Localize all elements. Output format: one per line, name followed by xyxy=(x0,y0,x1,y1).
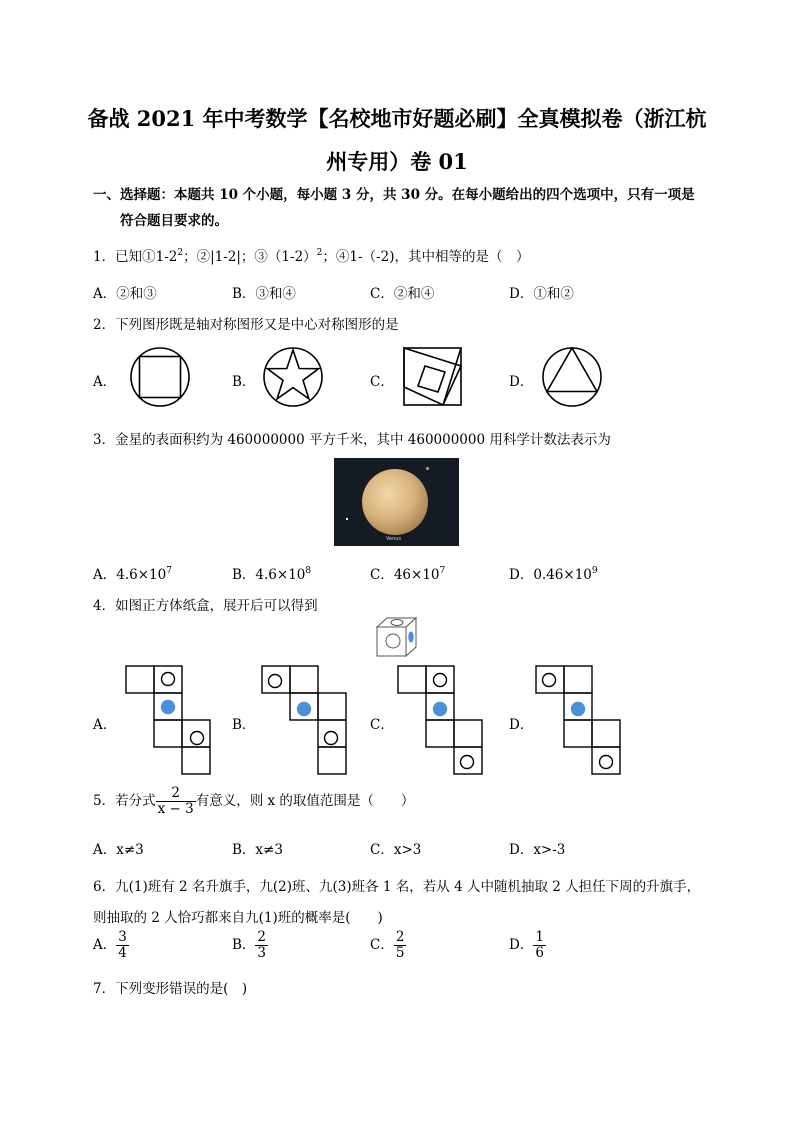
q1-option-b[interactable]: B．③和④ xyxy=(232,286,296,302)
star-dot xyxy=(346,518,348,520)
q5-post: 有意义，则 x 的取值范围是（ ） xyxy=(195,793,415,809)
q3-b-exp: 8 xyxy=(305,566,312,576)
question-4-text: 4．如图正方体纸盒，展开后可以得到 xyxy=(93,598,318,614)
q2-option-b[interactable]: B． xyxy=(232,374,256,390)
q5-option-c[interactable]: C．x>3 xyxy=(370,842,422,858)
q6-option-c[interactable] xyxy=(370,930,406,961)
q5-fraction xyxy=(156,786,196,817)
q6-option-b[interactable] xyxy=(232,930,268,961)
q5-denominator: x − 3 xyxy=(157,801,194,817)
q1-mid: ；②|1-2|；③（1-2） xyxy=(183,249,317,265)
page-title-line1: 备战 2021 年中考数学【名校地市好题必刷】全真模拟卷（浙江杭 xyxy=(87,106,707,131)
question-2-text: 2．下列图形既是轴对称图形又是中心对称图形的是 xyxy=(93,317,399,333)
q6-option-d[interactable] xyxy=(509,930,546,961)
question-5-text xyxy=(93,786,414,817)
q3-option-b[interactable] xyxy=(232,563,311,583)
question-6-line1: 6．九(1)班有 2 名升旗手，九(2)班、九(3)班各 1 名，若从 4 人中随机抽取 2 人担任下周的升旗手， xyxy=(93,879,701,895)
q4-net-c xyxy=(398,666,482,774)
q6-b-fraction xyxy=(255,930,268,961)
q3-b-base: B．4.6×10 xyxy=(232,567,306,583)
star-dot xyxy=(426,467,429,470)
q2-figure-a-circle-square xyxy=(131,348,189,406)
q4-option-c[interactable]: C． xyxy=(370,717,394,733)
q6-c-num: 2 xyxy=(395,929,405,945)
q1-exp1: 2 xyxy=(177,248,184,258)
q6-d-fraction xyxy=(533,930,546,961)
q6-b-den: 3 xyxy=(257,945,267,961)
q6-b-num: 2 xyxy=(257,929,267,945)
q3-c-base: C．46×10 xyxy=(370,567,440,583)
q6-d-num: 1 xyxy=(535,929,544,945)
q6-c-fraction xyxy=(394,930,407,961)
q2-figure-b-circle-star xyxy=(264,348,322,406)
q1-pre: 1．已知①1-2 xyxy=(93,249,178,265)
q2-figure-c-square-pinwheel xyxy=(404,348,461,405)
q4-cube-figure xyxy=(377,618,416,656)
q3-d-base: D．0.46×10 xyxy=(509,567,592,583)
q4-option-a[interactable]: A． xyxy=(93,717,117,733)
q6-option-a[interactable] xyxy=(93,930,129,961)
q3-option-c[interactable] xyxy=(370,563,445,583)
q4-net-a xyxy=(126,666,210,774)
q2-option-c[interactable]: C． xyxy=(370,374,394,390)
question-6-line2: 则抽取的 2 人恰巧都来自九(1)班的概率是( ) xyxy=(93,910,383,926)
venus-image xyxy=(334,458,459,546)
q6-d-label: D． xyxy=(509,937,534,953)
q3-c-exp: 7 xyxy=(439,566,446,576)
q5-option-a[interactable]: A．x≠3 xyxy=(93,842,144,858)
q1-option-c[interactable]: C．②和④ xyxy=(370,286,435,302)
q3-option-a[interactable] xyxy=(93,563,172,583)
q6-c-den: 5 xyxy=(395,945,405,961)
q2-option-d[interactable]: D． xyxy=(509,374,534,390)
q1-option-d[interactable]: D．①和② xyxy=(509,286,574,302)
q6-a-num: 3 xyxy=(118,929,127,945)
q3-a-base: A．4.6×10 xyxy=(93,567,167,583)
q1-post: ；④1-（-2)，其中相等的是（ ） xyxy=(322,249,530,265)
q1-option-a[interactable]: A．②和③ xyxy=(93,286,157,302)
question-7-text: 7．下列变形错误的是( ) xyxy=(93,981,248,997)
q2-option-a[interactable]: A． xyxy=(93,374,117,390)
q4-net-b xyxy=(262,666,346,774)
q5-pre: 5．若分式 xyxy=(93,793,156,809)
q6-a-fraction xyxy=(116,930,129,961)
q3-a-exp: 7 xyxy=(166,566,172,576)
q3-d-exp: 9 xyxy=(591,566,598,576)
page-title-line2: 州专用）卷 01 xyxy=(326,149,468,174)
image-caption: Venus xyxy=(386,536,402,542)
q4-option-d[interactable]: D． xyxy=(509,717,534,733)
q1-exp2: 2 xyxy=(316,248,323,258)
question-3-text: 3．金星的表面积约为 460000000 平方千米，其中 460000000 用科学计数法表示为 xyxy=(93,432,611,448)
q5-option-d[interactable]: D．x>-3 xyxy=(509,842,566,858)
section-heading-line2: 符合题目要求的。 xyxy=(120,213,228,229)
section-heading-line1: 一、选择题：本题共 10 个小题，每小题 3 分，共 30 分。在每小题给出的四个选项中，只有一项是 xyxy=(93,187,695,203)
q6-c-label: C． xyxy=(370,937,394,953)
q2-figure-d-circle-triangle xyxy=(543,348,601,406)
q6-b-label: B． xyxy=(232,937,256,953)
q6-a-label: A． xyxy=(93,937,117,953)
q6-d-den: 6 xyxy=(535,945,544,961)
q3-option-d[interactable] xyxy=(509,563,598,583)
q4-option-b[interactable]: B． xyxy=(232,717,256,733)
venus-planet xyxy=(362,469,428,535)
q5-option-b[interactable]: B．x≠3 xyxy=(232,842,283,858)
q6-a-den: 4 xyxy=(118,945,127,961)
q4-net-d xyxy=(536,666,620,774)
q5-numerator: 2 xyxy=(156,786,196,802)
